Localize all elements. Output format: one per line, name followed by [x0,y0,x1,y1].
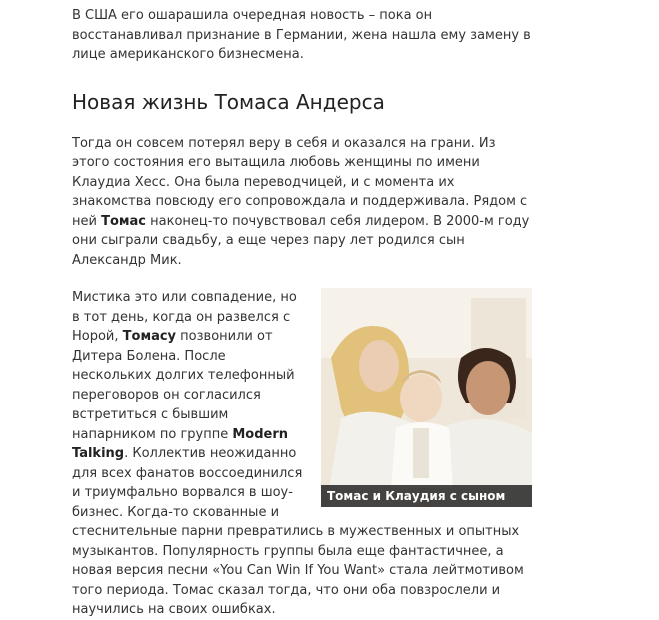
family-photo[interactable] [321,288,532,507]
bold-name: Томас [101,213,146,229]
paragraph-text: Мистика это или совпадение, но в тот день, когда он развелся с Норой, [72,290,297,344]
family-photo-image [321,288,532,507]
article-column [72,6,532,620]
paragraph-relationship [72,134,532,271]
paragraph-text: наконец-то почувствовал себя лидером. В 2000-м году они сыграли свадьбу, а еще через пару лет родился сын Александр Мик. [72,213,530,268]
paragraph-text: позвонили от Дитера Болена. После нескольких долгих телефонный переговоров он согласился встретиться с бывшим напарником по группе [72,329,295,442]
bold-name: Томасу [122,329,177,344]
paragraph-comeback [72,288,532,620]
intro-paragraph: В США его ошарашила очередная новость – пока он восстанавливал признание в Германии, жена нашла ему замену в лице американского бизнесмена. [72,8,531,62]
paragraph-text: . Коллектив неожиданно для всех фанатов воссоединился и триумфально ворвался в шоу-бизнес. Когда-то скованные и стеснительные парни превратились в мужественных и опытных музыкантов. Популярность группы была еще фантастичнее, а новая версия песни «You Can Win If You Want» стала лейтмотивом того периода. Томас сказал тогда, что они оба повзрослели и научились на своих ошибках. [72,446,524,617]
paragraph-text: Тогда он совсем потерял веру в себя и оказался на грани. Из этого состояния его вытащила любовь женщины по имени Клаудиа Хесс. Она была переводчицей, и с момента их знакомства повсюду его сопровождала и поддерживала. Рядом с ней [72,135,528,229]
bold-band-name: Modern Talking [72,426,289,461]
section-title: Новая жизнь Томаса Андерса [72,89,385,114]
photo-caption: Томас и Клаудия с сыном [321,485,532,507]
